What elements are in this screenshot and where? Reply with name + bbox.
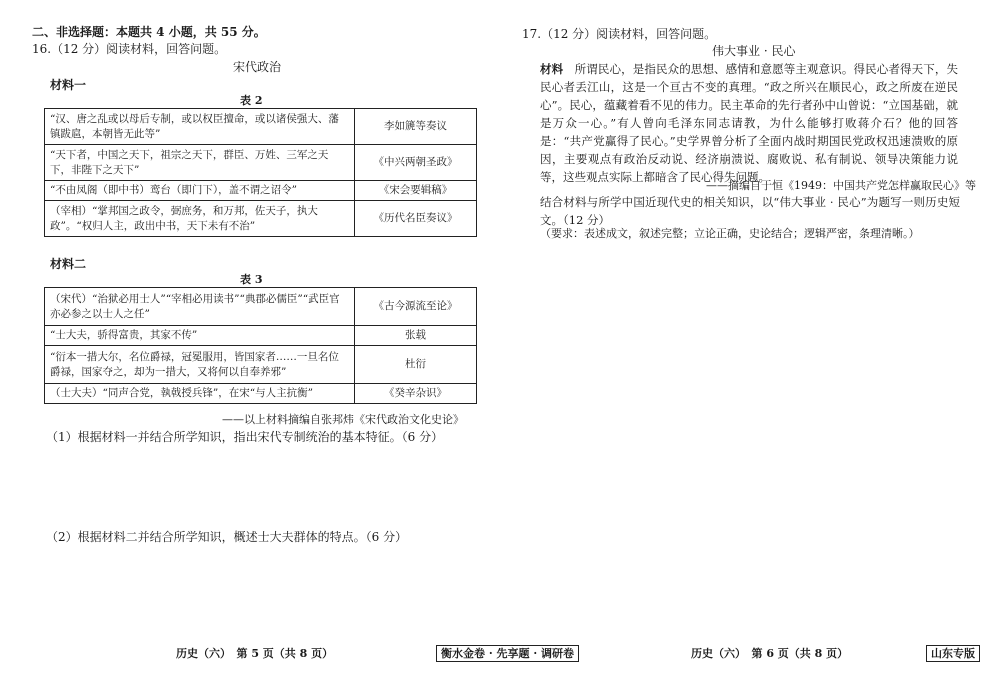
- table-cell-text: “衍本一措大尔，名位爵禄，冠冕服用，皆国家者……一旦名位爵禄，国家夺之，却为一措大，又将何以自奉养邪”: [45, 346, 355, 384]
- q17-title: 伟大事业 · 民心: [712, 44, 796, 58]
- table-row: [45, 145, 477, 181]
- table-cell-source: 张载: [355, 326, 477, 346]
- left-page-footer: 历史（六） 第 5 页（共 8 页）: [176, 647, 334, 660]
- table-row: [45, 201, 477, 237]
- q17-stem: 17.（12 分）阅读材料，回答问题。: [522, 27, 717, 41]
- q16-sub-question-2: （2）根据材料二并结合所学知识，概述士大夫群体的特点。（6 分）: [46, 530, 408, 544]
- material1-label: 材料一: [50, 78, 87, 92]
- table-row: [45, 346, 477, 384]
- table-cell-text: “天下者，中国之天下，祖宗之天下，群臣、万姓、三军之天下，非陛下之天下”: [45, 145, 355, 181]
- q17-citation: ——摘编自于恒《1949：中国共产党怎样赢取民心》等: [706, 179, 976, 192]
- table-cell-source: 《历代名臣奏议》: [355, 201, 477, 237]
- table1-caption: 表 2: [240, 94, 263, 107]
- table-cell-text: （宰相）“掌邦国之政令，弼庶务，和万邦，佐天子，执大政”。“权归人主，政出中书，天下未有不治”: [45, 201, 355, 237]
- table-cell-text: （士大夫）“同声合党，執戟授兵锋”，在宋“与人主抗衡”: [45, 384, 355, 404]
- table-cell-text: （宋代）“治狱必用士人”“宰相必用读书”“典郡必儒臣”“武臣官亦必参之以士人之任”: [45, 288, 355, 326]
- material2-table: [44, 287, 477, 404]
- material2-label: 材料二: [50, 257, 87, 271]
- material1-table: [44, 108, 477, 237]
- q16-title: 宋代政治: [233, 60, 282, 74]
- table-row: [45, 288, 477, 326]
- table-row: [45, 181, 477, 201]
- right-page-footer: 历史（六） 第 6 页（共 8 页）: [691, 647, 849, 660]
- q17-task: 结合材料与所学中国近现代史的相关知识，以“伟大事业 · 民心”为题写一则历史短文。（12 分）: [540, 195, 960, 227]
- table-cell-text: “士大夫，骄得富贵，其家不传”: [45, 326, 355, 346]
- q16-sub-question-1: （1）根据材料一并结合所学知识，指出宋代专制统治的基本特征。（6 分）: [46, 430, 444, 444]
- q17-requirement: （要求：表述成文，叙述完整；立论正确，史论结合；逻辑严密，条理清晰。）: [540, 227, 920, 240]
- q17-material-body: 所谓民心，是指民众的思想、感情和意愿等主观意识。得民心者得天下，失民心者丢江山，这是一个亘古不变的真理。“政之所兴在顺民心，政之所废在逆民心”。民心，蕴藏着看不见的伟力。民主革命的先行者孙中山曾说：“立国基础，就是万众一心。”有人曾向毛泽东同志请教，为什么能够打败蒋介石？他的回答是：“共产党赢得了民心。”史学界曾分析了全面内战时期国民党政权迅速溃败的原因，主要观点有政治反动说、经济崩溃说、腐败说、私有制说、领导决策能力说等，这些观点实际上都暗含了民心得失问题。: [540, 62, 959, 184]
- table-cell-source: 《古今源流至论》: [355, 288, 477, 326]
- section-heading: 二、非选择题：本题共 4 小题，共 55 分。: [32, 25, 266, 39]
- edition-badge: 山东专版: [926, 645, 980, 662]
- q16-citation: ——以上材料摘编自张邦炜《宋代政治文化史论》: [222, 413, 464, 426]
- center-footer-brand: 衡水金卷 · 先享题 · 调研卷: [436, 645, 579, 662]
- table-cell-source: 杜衍: [355, 346, 477, 384]
- table-cell-text: “不由凤阁（即中书）鸾台（即门下），盖不谓之诏令”: [45, 181, 355, 201]
- table-cell-text: “汉、唐之乱或以母后专制，或以权臣擅命，或以诸侯强大、藩镇跋扈，本朝皆无此等”: [45, 109, 355, 145]
- table-row: [45, 109, 477, 145]
- table-cell-source: 李如篪等奏议: [355, 109, 477, 145]
- table2-caption: 表 3: [240, 273, 263, 286]
- table-row: [45, 384, 477, 404]
- table-cell-source: 《中兴两朝圣政》: [355, 145, 477, 181]
- table-row: [45, 326, 477, 346]
- q16-stem: 16.（12 分）阅读材料，回答问题。: [32, 42, 227, 56]
- table-cell-source: 《癸辛杂识》: [355, 384, 477, 404]
- q17-material-label: 材料: [540, 62, 564, 76]
- table-cell-source: 《宋会要辑稿》: [355, 181, 477, 201]
- q17-material: [540, 60, 958, 186]
